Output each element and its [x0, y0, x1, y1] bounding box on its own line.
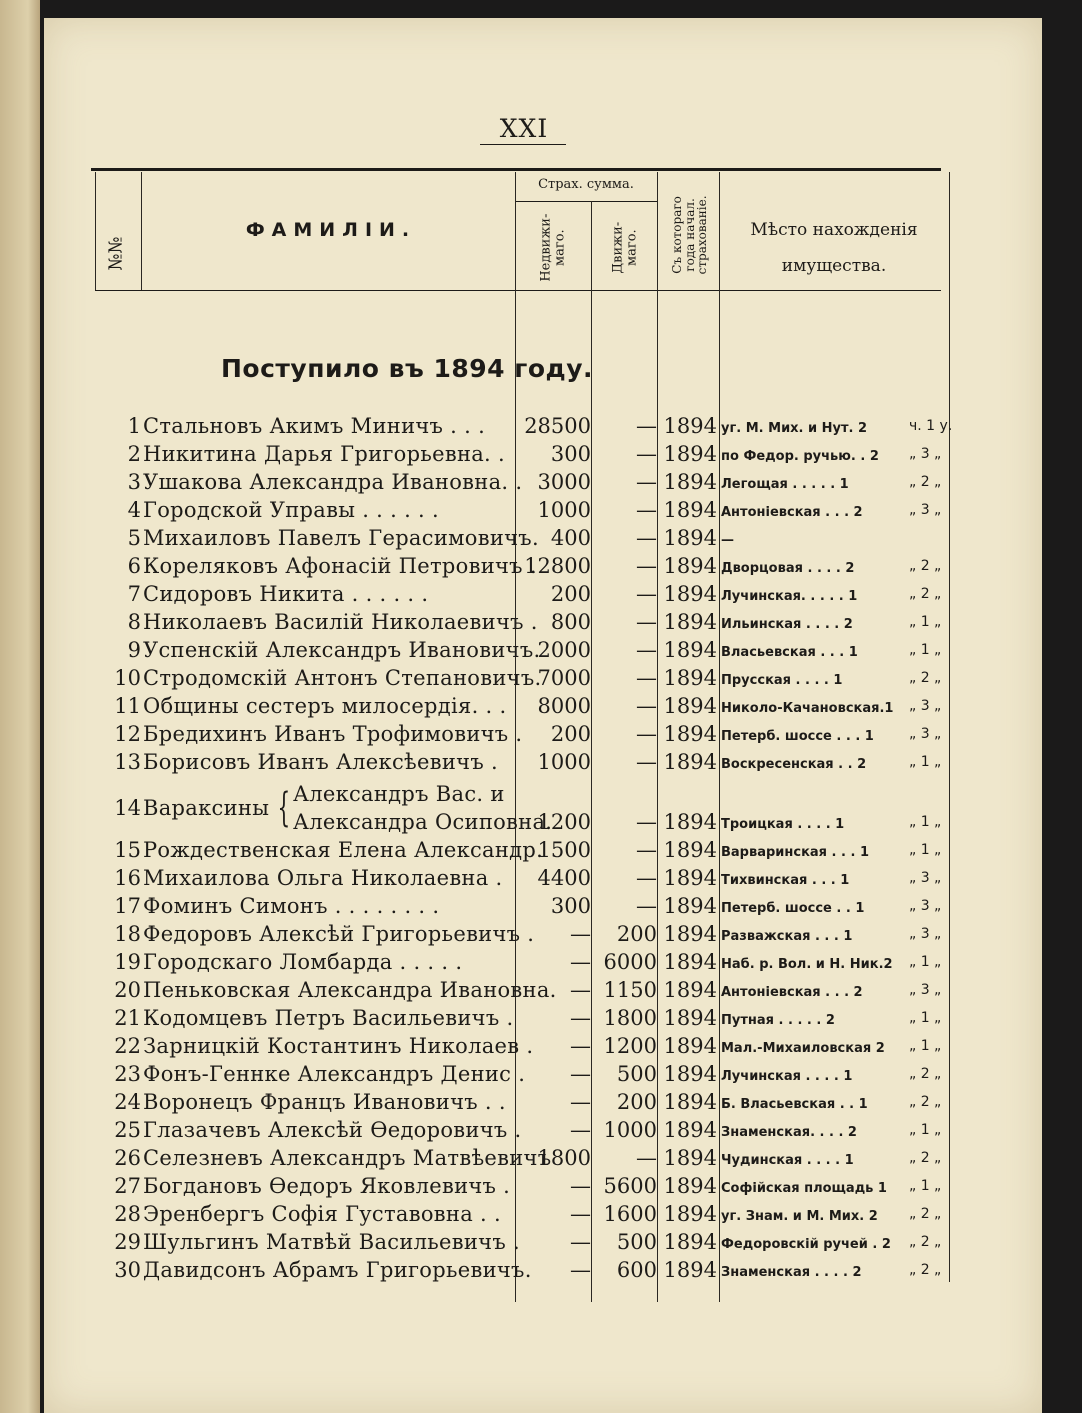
cell-num: 18: [114, 922, 141, 946]
cell-location: Дворцовая . . . . 2: [721, 561, 855, 576]
cell-year: 1894: [663, 922, 717, 946]
cell-year: 1894: [663, 1258, 717, 1282]
header-immovable: Недвижи- маго.: [538, 213, 567, 282]
cell-num: 12: [114, 722, 141, 746]
cell-immovable: 1500: [537, 838, 591, 862]
cell-immovable: 200: [550, 582, 591, 606]
cell-year: 1894: [663, 666, 717, 690]
cell-year: 1894: [663, 1034, 717, 1058]
cell-year: 1894: [663, 866, 717, 890]
cell-year: 1894: [663, 950, 717, 974]
cell-name: Кореляковъ Афонасій Петровичъ .: [143, 554, 537, 578]
cell-quarter: ч. 1 у.: [909, 418, 953, 434]
cell-name: Борисовъ Иванъ Алексѣевичъ .: [143, 750, 498, 774]
cell-immovable: —: [570, 1202, 591, 1226]
cell-year: 1894: [663, 1202, 717, 1226]
cell-name: Успенскій Александръ Ивановичъ.: [143, 638, 541, 662]
cell-name: Сидоровъ Никита . . . . . .: [143, 582, 429, 606]
cell-quarter: „ 3 „: [909, 502, 942, 518]
table-row: [91, 1144, 941, 1172]
cell-immovable: —: [570, 1118, 591, 1142]
cell-year: 1894: [663, 1174, 717, 1198]
cell-name: Селезневъ Александръ Матвѣевичъ: [143, 1146, 552, 1170]
cell-movable: 1800: [603, 1006, 657, 1030]
header-num: №№: [105, 236, 127, 271]
cell-immovable: 300: [550, 894, 591, 918]
table-row: [91, 892, 941, 920]
cell-year: 1894: [663, 1006, 717, 1030]
cell-num: 17: [114, 894, 141, 918]
cell-immovable: 7000: [537, 666, 591, 690]
cell-year: 1894: [663, 722, 717, 746]
cell-name: Воронецъ Францъ Ивановичъ . .: [143, 1090, 506, 1114]
cell-immovable: 1800: [537, 1146, 591, 1170]
cell-location: Ильинская . . . . 2: [721, 617, 853, 632]
cell-immovable: —: [570, 1062, 591, 1086]
cell-quarter: „ 3 „: [909, 926, 942, 942]
cell-num: 13: [114, 750, 141, 774]
table-row: [91, 1060, 941, 1088]
cell-year: 1894: [663, 1062, 717, 1086]
cell-quarter: „ 3 „: [909, 982, 942, 998]
cell-location: Чудинская . . . . 1: [721, 1153, 854, 1168]
cell-immovable: —: [570, 1034, 591, 1058]
cell-name: Давидсонъ Абрамъ Григорьевичъ.: [143, 1258, 532, 1282]
header-bottom-rule: [95, 290, 941, 291]
cell-location: Лучинская . . . . 1: [721, 1069, 853, 1084]
cell-movable: 200: [616, 1090, 657, 1114]
table-row: [91, 720, 941, 748]
cell-immovable: 300: [550, 442, 591, 466]
cell-location: Николо-Качановская.1: [721, 701, 894, 716]
cell-location: уг. Знам. и М. Мих. 2: [721, 1209, 878, 1224]
cell-movable: 600: [616, 1258, 657, 1282]
table-row: [91, 692, 941, 720]
header-movable: Движи- маго.: [610, 221, 639, 274]
cell-movable: 200: [616, 922, 657, 946]
page-number-rule: [480, 144, 566, 145]
cell-num: 26: [114, 1146, 141, 1170]
cell-location: Прусская . . . . 1: [721, 673, 843, 688]
cell-year: 1894: [663, 1090, 717, 1114]
cell-name: Общины сестеръ милосердія. . .: [143, 694, 507, 718]
cell-immovable: 2000: [537, 638, 591, 662]
cell-num: 16: [114, 866, 141, 890]
table-row: [91, 1004, 941, 1032]
table-row: [91, 664, 941, 692]
cell-year: 1894: [663, 978, 717, 1002]
cell-location: Софійская площадь 1: [721, 1181, 887, 1196]
cell-name: Рождественская Елена Александр.: [143, 838, 544, 862]
cell-num: 4: [127, 498, 141, 522]
table-row: [91, 1228, 941, 1256]
cell-immovable: —: [570, 1258, 591, 1282]
cell-num: 20: [114, 978, 141, 1002]
cell-num: 24: [114, 1090, 141, 1114]
cell-quarter: „ 1 „: [909, 614, 942, 630]
cell-quarter: „ 3 „: [909, 726, 942, 742]
col-rule-left: [95, 172, 96, 290]
cell-immovable: 1000: [537, 750, 591, 774]
cell-movable: 1600: [603, 1202, 657, 1226]
cell-location: —: [721, 533, 734, 548]
cell-quarter: „ 2 „: [909, 586, 942, 602]
header-location: Мѣсто нахожденія имущества.: [750, 220, 918, 276]
cell-location: Лучинская. . . . . 1: [721, 589, 858, 604]
cell-immovable: 800: [550, 610, 591, 634]
cell-location: Легощая . . . . . 1: [721, 477, 849, 492]
cell-quarter: „ 2 „: [909, 1066, 942, 1082]
cell-year: 1894: [663, 582, 717, 606]
cell-name: Зарницкій Костантинъ Николаев .: [143, 1034, 534, 1058]
cell-location: Антоніевская . . . 2: [721, 985, 863, 1000]
cell-quarter: „ 2 „: [909, 670, 942, 686]
cell-num: 2: [127, 442, 141, 466]
cell-num: 27: [114, 1174, 141, 1198]
cell-location: Воскресенская . . 2: [721, 757, 867, 772]
cell-immovable: 400: [550, 526, 591, 550]
cell-quarter: „ 1 „: [909, 1038, 942, 1054]
cell-location: Разважская . . . 1: [721, 929, 853, 944]
table-row: [91, 580, 941, 608]
cell-movable: —: [636, 1146, 657, 1170]
cell-year: 1894: [663, 810, 717, 834]
cell-year: 1894: [663, 1230, 717, 1254]
table-row: [91, 496, 941, 524]
cell-movable: —: [636, 638, 657, 662]
cell-num: 21: [114, 1006, 141, 1030]
cell-year: 1894: [663, 638, 717, 662]
cell-immovable: —: [570, 1006, 591, 1030]
cell-num: 22: [114, 1034, 141, 1058]
cell-immovable: 28500: [524, 414, 591, 438]
cell-location: Знаменская . . . . 2: [721, 1265, 862, 1280]
table-row: [91, 836, 941, 864]
cell-location: уг. М. Мих. и Нут. 2: [721, 421, 868, 436]
cell-name: Николаевъ Василій Николаевичъ .: [143, 610, 538, 634]
col-rule-right: [949, 172, 950, 1282]
cell-year: 1894: [663, 498, 717, 522]
cell-movable: —: [636, 610, 657, 634]
cell-location: Варваринская . . . 1: [721, 845, 869, 860]
cell-quarter: „ 1 „: [909, 954, 942, 970]
cell-name: Федоровъ Алексѣй Григорьевичъ .: [143, 922, 535, 946]
table-row: [91, 864, 941, 892]
table-row: [91, 468, 941, 496]
cell-location: Власьевская . . . 1: [721, 645, 858, 660]
cell-movable: —: [636, 810, 657, 834]
cell-year: 1894: [663, 750, 717, 774]
cell-quarter: „ 2 „: [909, 1094, 942, 1110]
previous-page-edge: [0, 0, 40, 1413]
table-row: [91, 1116, 941, 1144]
cell-quarter: „ 3 „: [909, 446, 942, 462]
cell-location: Б. Власьевская . . 1: [721, 1097, 868, 1112]
cell-immovable: —: [570, 1090, 591, 1114]
header-insured-sum: Страх. сумма.: [538, 177, 634, 192]
table-row: [91, 636, 941, 664]
cell-name: Стальновъ Акимъ Миничъ . . .: [143, 414, 486, 438]
cell-immovable: 12800: [524, 554, 591, 578]
cell-num: 11: [114, 694, 141, 718]
cell-movable: 1150: [603, 978, 657, 1002]
cell-movable: —: [636, 526, 657, 550]
cell-name: Городской Управы . . . . . .: [143, 498, 439, 522]
cell-immovable: —: [570, 978, 591, 1002]
table-row: [91, 948, 941, 976]
cell-num: 9: [127, 638, 141, 662]
cell-immovable: 3000: [537, 470, 591, 494]
table-row: [91, 748, 941, 776]
sum-header-rule: [515, 201, 657, 202]
cell-num: 7: [127, 582, 141, 606]
header-surname: ФАМИЛІИ.: [245, 219, 417, 241]
document-page: [44, 18, 1042, 1413]
table-row: [91, 608, 941, 636]
cell-quarter: „ 2 „: [909, 474, 942, 490]
cell-year: 1894: [663, 554, 717, 578]
cell-location: Тихвинская . . . 1: [721, 873, 850, 888]
cell-quarter: „ 1 „: [909, 754, 942, 770]
cell-year: 1894: [663, 470, 717, 494]
cell-immovable: 200: [550, 722, 591, 746]
table-row: [91, 1032, 941, 1060]
cell-num: 29: [114, 1230, 141, 1254]
cell-immovable: 8000: [537, 694, 591, 718]
cell-num: 25: [114, 1118, 141, 1142]
cell-quarter: „ 1 „: [909, 842, 942, 858]
cell-movable: —: [636, 838, 657, 862]
cell-movable: —: [636, 442, 657, 466]
cell-name: Михаиловъ Павелъ Герасимовичъ.: [143, 526, 539, 550]
cell-year: 1894: [663, 894, 717, 918]
cell-movable: —: [636, 554, 657, 578]
cell-num: 19: [114, 950, 141, 974]
cell-year: 1894: [663, 442, 717, 466]
cell-movable: 500: [616, 1230, 657, 1254]
cell-name: Городскаго Ломбарда . . . . .: [143, 950, 463, 974]
cell-movable: 1000: [603, 1118, 657, 1142]
cell-immovable: —: [570, 1230, 591, 1254]
cell-quarter: „ 3 „: [909, 898, 942, 914]
cell-movable: 500: [616, 1062, 657, 1086]
cell-movable: 1200: [603, 1034, 657, 1058]
cell-quarter: „ 2 „: [909, 558, 942, 574]
cell-name: Пеньковская Александра Ивановна.: [143, 978, 557, 1002]
cell-name: Ушакова Александра Ивановна. .: [143, 470, 523, 494]
page-number: XXI: [499, 114, 549, 143]
cell-name: Глазачевъ Алексѣй Өедоровичъ .: [143, 1118, 522, 1142]
table-row: [91, 412, 953, 440]
cell-location: Мал.-Михаиловская 2: [721, 1041, 885, 1056]
cell-immovable: —: [570, 1174, 591, 1198]
cell-movable: —: [636, 894, 657, 918]
cell-quarter: „ 1 „: [909, 1122, 942, 1138]
cell-num: 3: [127, 470, 141, 494]
cell-quarter: „ 1 „: [909, 642, 942, 658]
table-row: [91, 976, 941, 1004]
cell-year: 1894: [663, 838, 717, 862]
cell-quarter: „ 2 „: [909, 1150, 942, 1166]
section-heading: Поступило въ 1894 году.: [221, 354, 593, 383]
cell-num: 15: [114, 838, 141, 862]
table-row: [91, 1256, 941, 1284]
cell-immovable: —: [570, 950, 591, 974]
cell-location: Петерб. шоссе . . . 1: [721, 729, 874, 744]
cell-quarter: „ 1 „: [909, 1010, 942, 1026]
cell-location: Путная . . . . . 2: [721, 1013, 835, 1028]
cell-name: Фоминъ Симонъ . . . . . . . .: [143, 894, 440, 918]
cell-movable: —: [636, 694, 657, 718]
cell-movable: —: [636, 666, 657, 690]
cell-movable: —: [636, 866, 657, 890]
cell-location: Знаменская. . . . 2: [721, 1125, 857, 1140]
cell-movable: —: [636, 498, 657, 522]
cell-num: 28: [114, 1202, 141, 1226]
cell-immovable: —: [570, 922, 591, 946]
cell-location: Антоніевская . . . 2: [721, 505, 863, 520]
cell-location: Наб. р. Вол. и Н. Ник.2: [721, 957, 893, 972]
cell-num: 14: [114, 796, 141, 820]
table-row: 14 Вараксины { Александръ Вас. и Александра Осиповна. 1200 — 1894 Троицкая . . . . 1 „ 1 „: [91, 808, 941, 836]
cell-name: Бредихинъ Иванъ Трофимовичъ .: [143, 722, 523, 746]
cell-location: Петерб. шоссе . . 1: [721, 901, 865, 916]
cell-num: 30: [114, 1258, 141, 1282]
cell-location: по Федор. ручью. . 2: [721, 449, 879, 464]
cell-name: Богдановъ Өедоръ Яковлевичъ .: [143, 1174, 511, 1198]
cell-quarter: „ 3 „: [909, 870, 942, 886]
cell-quarter: „ 3 „: [909, 698, 942, 714]
cell-movable: —: [636, 470, 657, 494]
cell-num: 1: [127, 414, 141, 438]
cell-name: Михаилова Ольга Николаевна .: [143, 866, 503, 890]
table-row: [91, 1172, 941, 1200]
cell-num: 6: [127, 554, 141, 578]
col-rule-num: [141, 172, 142, 290]
cell-year: 1894: [663, 694, 717, 718]
cell-quarter: „ 1 „: [909, 814, 942, 830]
cell-name: Шульгинъ Матвѣй Васильевичъ .: [143, 1230, 520, 1254]
table-top-rule: [91, 168, 941, 171]
cell-num: 8: [127, 610, 141, 634]
cell-location: Троицкая . . . . 1: [721, 817, 845, 832]
cell-name: Кодомцевъ Петръ Васильевичъ .: [143, 1006, 514, 1030]
cell-quarter: „ 2 „: [909, 1206, 942, 1222]
cell-num: 23: [114, 1062, 141, 1086]
cell-movable: —: [636, 414, 657, 438]
cell-movable: —: [636, 722, 657, 746]
table-row: [91, 440, 941, 468]
table-row: [91, 1200, 941, 1228]
cell-year: 1894: [663, 610, 717, 634]
cell-quarter: „ 2 „: [909, 1234, 942, 1250]
cell-immovable: 4400: [537, 866, 591, 890]
cell-movable: —: [636, 750, 657, 774]
cell-location: Федоровскій ручей . 2: [721, 1237, 891, 1252]
cell-quarter: „ 2 „: [909, 1262, 942, 1278]
cell-name: Фонъ-Геннке Александръ Денис .: [143, 1062, 526, 1086]
cell-immovable: 1200: [537, 810, 591, 834]
header-since-year: Съ котораго года начал. страхованіе.: [670, 195, 710, 275]
cell-quarter: „ 1 „: [909, 1178, 942, 1194]
cell-year: 1894: [663, 526, 717, 550]
cell-immovable: 1000: [537, 498, 591, 522]
cell-movable: —: [636, 582, 657, 606]
cell-num: 10: [114, 666, 141, 690]
table-row: [91, 524, 941, 552]
table-row: [91, 1088, 941, 1116]
table-row: [91, 920, 941, 948]
cell-movable: 6000: [603, 950, 657, 974]
cell-year: 1894: [663, 1118, 717, 1142]
cell-name: Стродомскій Антонъ Степановичъ.: [143, 666, 542, 690]
cell-num: 5: [127, 526, 141, 550]
table-row: [91, 552, 941, 580]
register-table: [91, 168, 953, 1313]
cell-year: 1894: [663, 1146, 717, 1170]
cell-name: Эренбергъ Софія Густавовна . .: [143, 1202, 501, 1226]
cell-movable: 5600: [603, 1174, 657, 1198]
cell-name: Никитина Дарья Григорьевна. .: [143, 442, 505, 466]
cell-year: 1894: [663, 414, 717, 438]
